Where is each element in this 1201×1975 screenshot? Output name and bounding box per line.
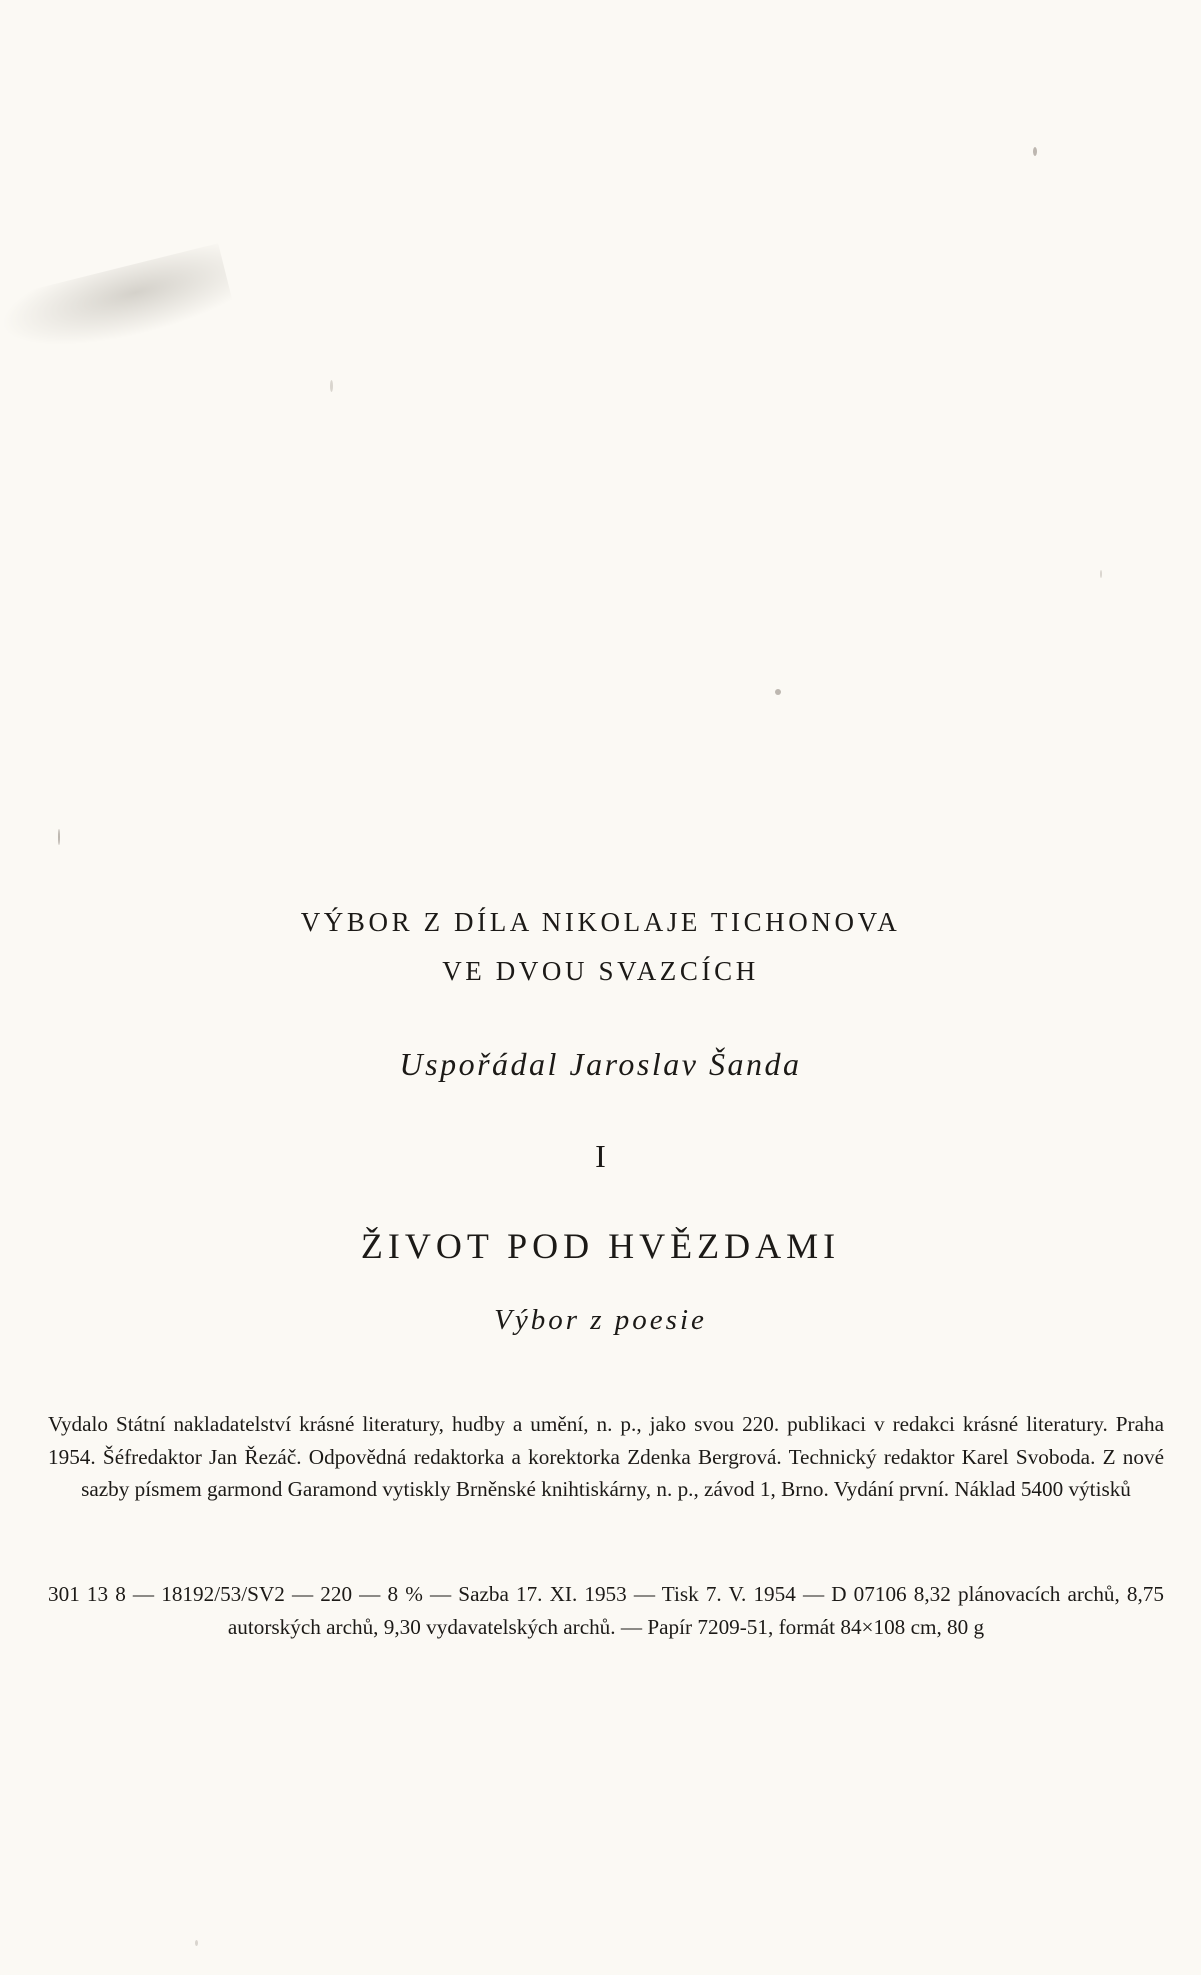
paper-speck (1100, 570, 1102, 578)
book-subtitle: Výbor z poesie (494, 1304, 707, 1336)
book-title: ŽIVOT POD HVĚZDAMI (360, 1226, 841, 1266)
volume-number: I (595, 1138, 606, 1174)
imprint-paragraph: Vydalo Státní nakladatelství krásné literatury, hudby a umění, n. p., jako svou 220. publikaci v redakci krásné literatury. Praha 1954. Šéfredaktor Jan Řezáč. Odpovědná redaktorka a korektorka Zdenka Bergrová. Technický redaktor Karel Svoboda. Z nové sazby písmem garmond Garamond vytiskly Brněnské knihtiskárny, n. p., závod 1, Brno. Vydání první. Náklad 5400 výtisků (48, 1412, 1164, 1501)
paper-speck (1033, 147, 1037, 156)
editor-credit: Uspořádal Jaroslav Šanda (399, 1046, 802, 1082)
paper-speck (195, 1940, 198, 1946)
paper-speck (775, 689, 781, 695)
series-subtitle: VE DVOU SVAZCÍCH (442, 956, 759, 986)
paper-speck (58, 829, 60, 845)
colophon-paragraph: 301 13 8 — 18192/53/SV2 — 220 — 8 % — Sazba 17. XI. 1953 — Tisk 7. V. 1954 — D 07106 8,32 plánovacích archů, 8,75 autorských archů, 9,30 vydavatelských archů. — Papír 7209-51, formát 84×108 cm, 80 g (48, 1582, 1164, 1639)
paper-smudge (0, 243, 235, 367)
paper-speck (330, 380, 333, 392)
series-title: VÝBOR Z DÍLA NIKOLAJE TICHONOVA (300, 907, 901, 937)
